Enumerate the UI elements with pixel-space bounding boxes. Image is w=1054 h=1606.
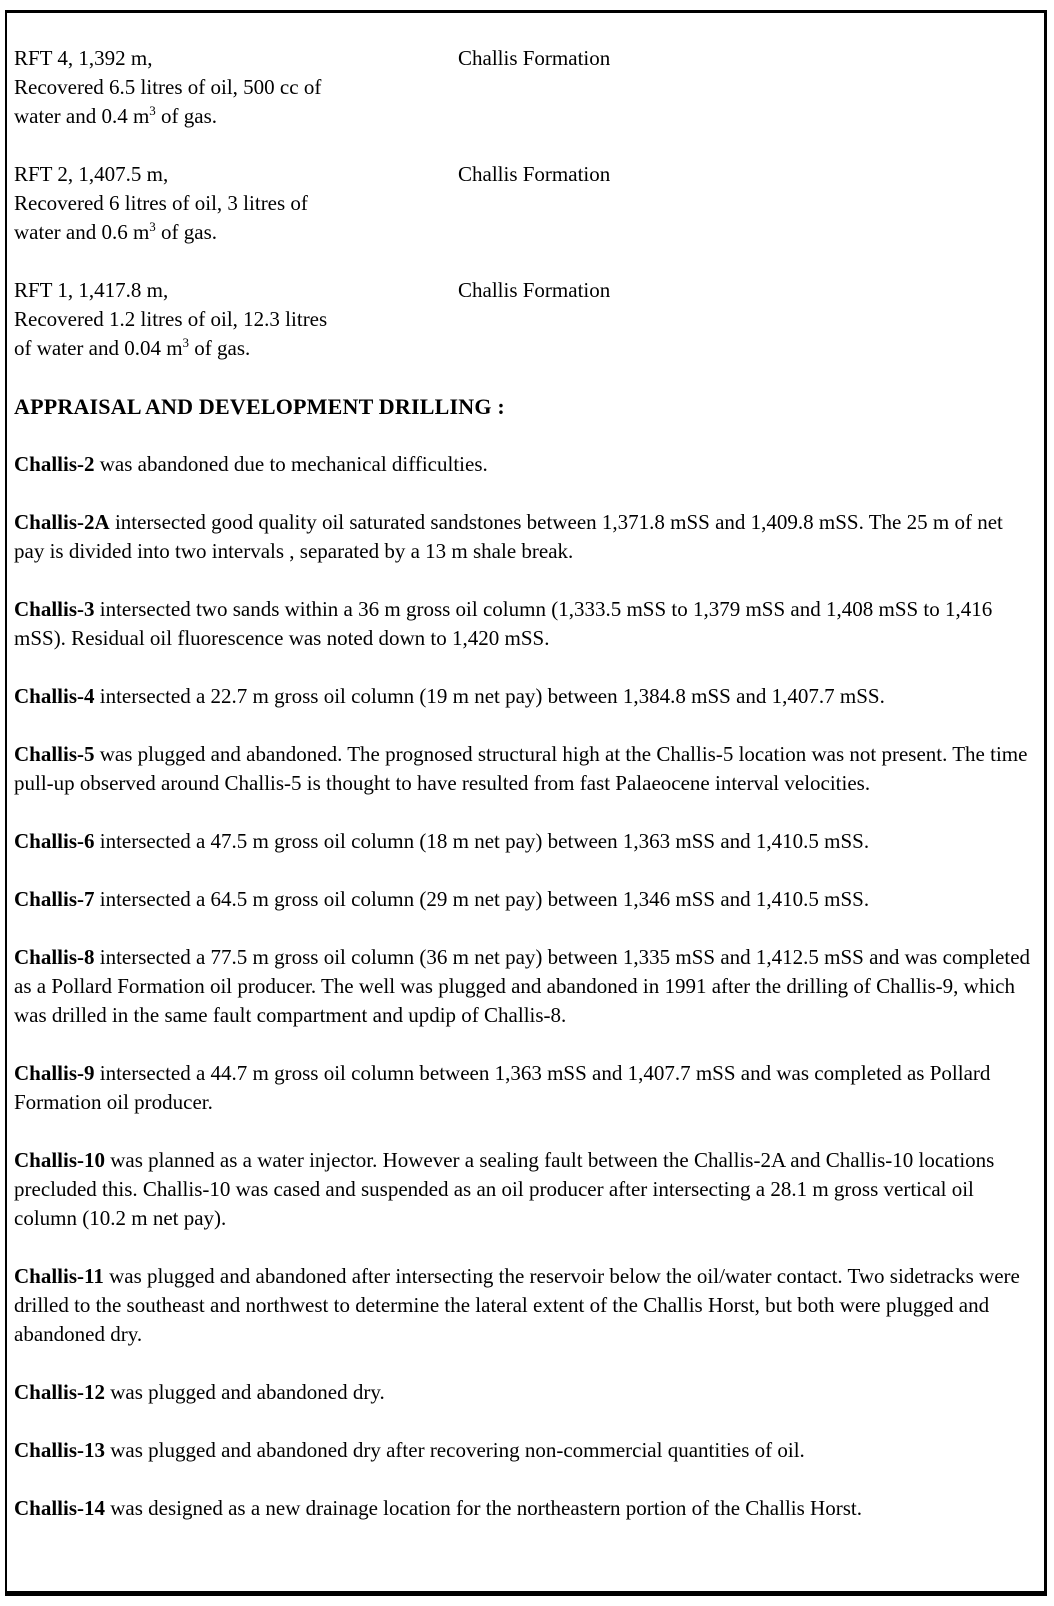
well-name: Challis-7 bbox=[14, 887, 95, 911]
rft-4-gas-text: water and 0.4 m bbox=[14, 104, 150, 128]
well-description: was designed as a new drainage location for the northeastern portion of the Challis Horst. bbox=[105, 1496, 862, 1520]
well-name: Challis-8 bbox=[14, 945, 95, 969]
rft-2-details bbox=[14, 160, 458, 247]
well-paragraph-challis-12 bbox=[14, 1378, 1038, 1407]
rft-2-depth-line: RFT 2, 1,407.5 m, bbox=[14, 162, 169, 186]
well-paragraph-challis-2 bbox=[14, 450, 1038, 479]
cubic-metre-superscript: 3 bbox=[149, 103, 156, 118]
well-description: was plugged and abandoned after intersecting the reservoir below the oil/water contact. Two sidetracks were drilled to the southeast and northwest to determine the lateral extent of the Challis Horst, but both were plugged and abandoned dry. bbox=[14, 1264, 1020, 1346]
rft-2-gas-text-cont: of gas. bbox=[155, 220, 218, 244]
rft-1-gas-text-cont: of gas. bbox=[189, 336, 251, 360]
well-description: intersected a 47.5 m gross oil column (18 m net pay) between 1,363 mSS and 1,410.5 mSS. bbox=[94, 829, 870, 853]
rft-4-recovered-line: Recovered 6.5 litres of oil, 500 cc of bbox=[14, 75, 322, 99]
well-description: intersected a 64.5 m gross oil column (29 m net pay) between 1,346 mSS and 1,410.5 mSS. bbox=[94, 887, 870, 911]
well-name: Challis-6 bbox=[14, 829, 95, 853]
well-paragraph-challis-3 bbox=[14, 595, 1038, 653]
well-name: Challis-2A bbox=[14, 510, 110, 534]
wells-section bbox=[14, 450, 1038, 1523]
well-name: Challis-2 bbox=[14, 452, 95, 476]
well-description: was planned as a water injector. However a sealing fault between the Challis-2A and Challis-10 locations precluded this. Challis-10 was cased and suspended as an oil producer after intersecting a 28.1 m gross vertical oil column (10.2 m net pay). bbox=[14, 1148, 995, 1230]
cubic-metre-superscript: 3 bbox=[182, 335, 190, 350]
rft-1-formation-label: Challis Formation bbox=[458, 278, 611, 302]
rft-4-details bbox=[14, 44, 458, 131]
well-paragraph-challis-14 bbox=[14, 1494, 1038, 1523]
section-heading: APPRAISAL AND DEVELOPMENT DRILLING : bbox=[14, 394, 505, 419]
rft-1-gas-text: of water and 0.04 m bbox=[14, 336, 183, 360]
rft-1-gas-line bbox=[14, 334, 458, 363]
well-paragraph-challis-10 bbox=[14, 1146, 1038, 1233]
well-paragraph-challis-2a bbox=[14, 508, 1038, 566]
cubic-metre-superscript: 3 bbox=[149, 219, 156, 234]
well-description: was plugged and abandoned. The prognosed structural high at the Challis-5 location was not present. The time pull-up observed around Challis-5 is thought to have resulted from fast Palaeocene interval velocities. bbox=[14, 742, 1028, 795]
well-name: Challis-4 bbox=[14, 684, 95, 708]
rft-4-depth-line: RFT 4, 1,392 m, bbox=[14, 46, 153, 70]
well-description: was plugged and abandoned dry after recovering non-commercial quantities of oil. bbox=[105, 1438, 805, 1462]
well-paragraph-challis-6 bbox=[14, 827, 1038, 856]
well-description: was plugged and abandoned dry. bbox=[105, 1380, 385, 1404]
rft-2-gas-text: water and 0.6 m bbox=[14, 220, 150, 244]
rft-entry-2 bbox=[14, 160, 1038, 247]
well-name: Challis-13 bbox=[14, 1438, 106, 1462]
well-paragraph-challis-9 bbox=[14, 1059, 1038, 1117]
well-paragraph-challis-11 bbox=[14, 1262, 1038, 1349]
rft-4-gas-text-cont: of gas. bbox=[155, 104, 218, 128]
rft-1-details bbox=[14, 276, 458, 363]
rft-4-formation-label: Challis Formation bbox=[458, 46, 611, 70]
well-name: Challis-5 bbox=[14, 742, 95, 766]
well-name: Challis-11 bbox=[14, 1264, 104, 1288]
well-description: intersected a 44.7 m gross oil column between 1,363 mSS and 1,407.7 mSS and was completed as Pollard Formation oil producer. bbox=[14, 1061, 991, 1114]
well-description: intersected a 22.7 m gross oil column (19 m net pay) between 1,384.8 mSS and 1,407.7 mSS. bbox=[94, 684, 885, 708]
rft-entry-4 bbox=[14, 44, 1038, 131]
rft-2-formation-label: Challis Formation bbox=[458, 162, 611, 186]
rft-1-depth-line: RFT 1, 1,417.8 m, bbox=[14, 278, 169, 302]
well-name: Challis-14 bbox=[14, 1496, 106, 1520]
well-paragraph-challis-13 bbox=[14, 1436, 1038, 1465]
well-name: Challis-3 bbox=[14, 597, 95, 621]
rft-results-section bbox=[14, 44, 1038, 363]
well-description: was abandoned due to mechanical difficulties. bbox=[94, 452, 488, 476]
well-name: Challis-9 bbox=[14, 1061, 95, 1085]
well-paragraph-challis-4 bbox=[14, 682, 1038, 711]
rft-entry-1 bbox=[14, 276, 1038, 363]
well-paragraph-challis-5 bbox=[14, 740, 1038, 798]
document-page bbox=[5, 10, 1047, 1596]
well-description: intersected two sands within a 36 m gross oil column (1,333.5 mSS to 1,379 mSS and 1,408 mSS to 1,416 mSS). Residual oil fluorescence was noted down to 1,420 mSS. bbox=[14, 597, 993, 650]
well-name: Challis-10 bbox=[14, 1148, 106, 1172]
document-content bbox=[14, 44, 1038, 1523]
rft-4-gas-line bbox=[14, 102, 458, 131]
rft-2-gas-line bbox=[14, 218, 458, 247]
rft-1-recovered-line: Recovered 1.2 litres of oil, 12.3 litres bbox=[14, 307, 328, 331]
well-name: Challis-12 bbox=[14, 1380, 106, 1404]
well-paragraph-challis-8 bbox=[14, 943, 1038, 1030]
well-description: intersected a 77.5 m gross oil column (36 m net pay) between 1,335 mSS and 1,412.5 mSS and was completed as a Pollard Formation oil producer. The well was plugged and abandoned in 1991 after the drilling of Challis-9, which was drilled in the same fault compartment and updip of Challis-8. bbox=[14, 945, 1031, 1027]
well-description: intersected good quality oil saturated sandstones between 1,371.8 mSS and 1,409.8 mSS. The 25 m of net pay is divided into two intervals , separated by a 13 m shale break. bbox=[14, 510, 1003, 563]
well-paragraph-challis-7 bbox=[14, 885, 1038, 914]
rft-2-recovered-line: Recovered 6 litres of oil, 3 litres of bbox=[14, 191, 308, 215]
